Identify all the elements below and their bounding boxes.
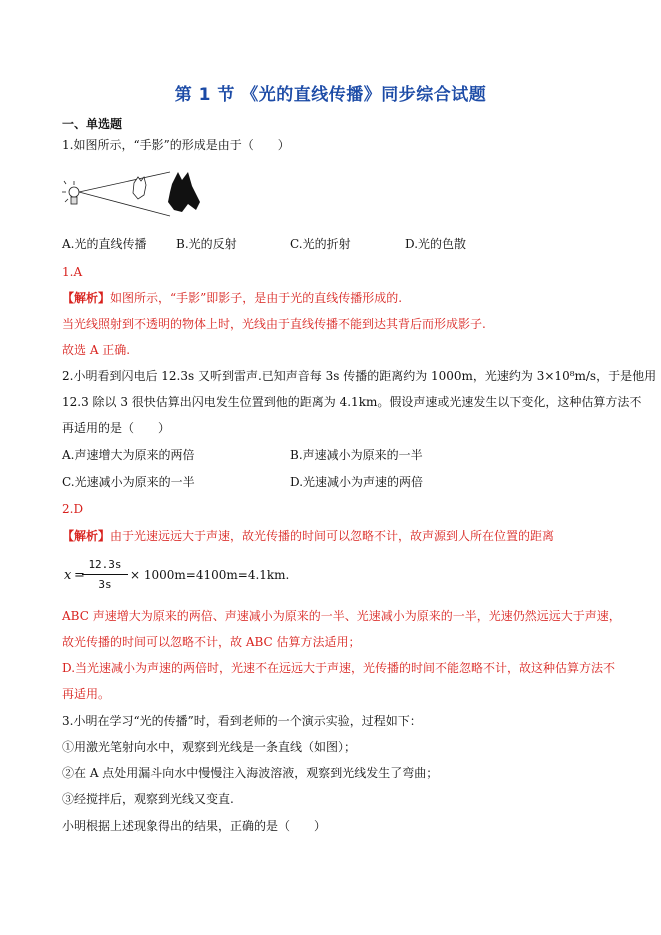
page-title: 第 1 节 《光的直线传播》同步综合试题	[174, 85, 487, 105]
formula-result: × 1000m=4100m=4.1km.	[130, 568, 290, 582]
formula-denominator: 3s	[98, 578, 112, 591]
formula-variable: x	[64, 568, 72, 583]
section-heading: 一、单选题	[62, 117, 123, 131]
formula-fraction	[82, 557, 128, 593]
q2-option-d: D.光速减小为声速的两倍	[290, 475, 424, 489]
q2-answer: 2.D	[62, 502, 84, 516]
fraction-bar	[82, 574, 128, 575]
q1-answer: 1.A	[62, 265, 83, 279]
q1-stem: 1.如图所示，“手影”的形成是由于（ ）	[62, 138, 290, 152]
q3-step-1: ①用激光笔射向水中，观察到光线是一条直线（如图）；	[62, 740, 357, 754]
formula-equals: =	[74, 568, 85, 583]
q2-analysis-line-3: 故光传播的时间可以忽略不计，故 ABC 估算方法适用；	[62, 635, 361, 649]
q2-analysis-line-4: D.当光速减小为声速的两倍时，光速不在远远大于声速，光传播的时间不能忽略不计，故这种估算方法不	[62, 661, 616, 675]
q1-option-d: D.光的色散	[405, 237, 467, 251]
q1-option-c: C.光的折射	[290, 237, 351, 251]
q1-option-a: A.光的直线传播	[62, 237, 147, 251]
q2-analysis-line-5: 再适用。	[62, 687, 111, 701]
q2-analysis-line-1	[62, 528, 554, 544]
q3-stem-line-2: 小明根据上述现象得出的结果，正确的是（ ）	[62, 819, 327, 833]
q1-analysis-line-3: 故选 A 正确.	[62, 343, 131, 357]
q2-stem-line-3: 再适用的是（ ）	[62, 421, 171, 435]
q2-option-a: A.声速增大为原来的两倍	[62, 448, 195, 462]
q3-stem-line-1: 3.小明在学习“光的传播”时，看到老师的一个演示实验，过程如下：	[62, 714, 422, 728]
q2-stem-line-1: 2.小明看到闪电后 12.3s 又听到雷声.已知声音每 3s 传播的距离约为 1000m，光速约为 3×10⁸m/s，于是他用	[62, 369, 657, 383]
analysis-tag: 【解析】	[62, 529, 111, 543]
q2-option-c: C.光速减小为原来的一半	[62, 475, 195, 489]
q3-step-3: ③经搅拌后，观察到光线又变直.	[62, 792, 234, 806]
q2-option-b: B.声速减小为原来的一半	[290, 448, 423, 462]
hand-shadow-figure	[62, 166, 222, 222]
q1-analysis-line-1	[62, 290, 402, 306]
q2-analysis-line-2: ABC 声速增大为原来的两倍、声速减小为原来的一半、光速减小为原来的一半，光速仍然远远大于声速，	[62, 609, 621, 623]
q1-analysis-text-1: 如图所示，“手影”即影子，是由于光的直线传播形成的.	[110, 291, 403, 305]
q1-analysis-line-2: 当光线照射到不透明的物体上时，光线由于直线传播不能到达其背后而形成影子.	[62, 317, 486, 331]
q3-step-2: ②在 A 点处用漏斗向水中慢慢注入海波溶液，观察到光线发生了弯曲；	[62, 766, 439, 780]
q1-option-b: B.光的反射	[176, 237, 237, 251]
formula-numerator: 12.3s	[88, 558, 122, 571]
analysis-tag: 【解析】	[62, 291, 111, 305]
q2-stem-line-2: 12.3 除以 3 很快估算出闪电发生位置到他的距离为 4.1km。假设声速或光速发生以下变化，这种估算方法不	[62, 395, 642, 409]
q2-analysis-text-1: 由于光速远远大于声速，故光传播的时间可以忽略不计，故声源到人所在位置的距离	[110, 529, 555, 543]
